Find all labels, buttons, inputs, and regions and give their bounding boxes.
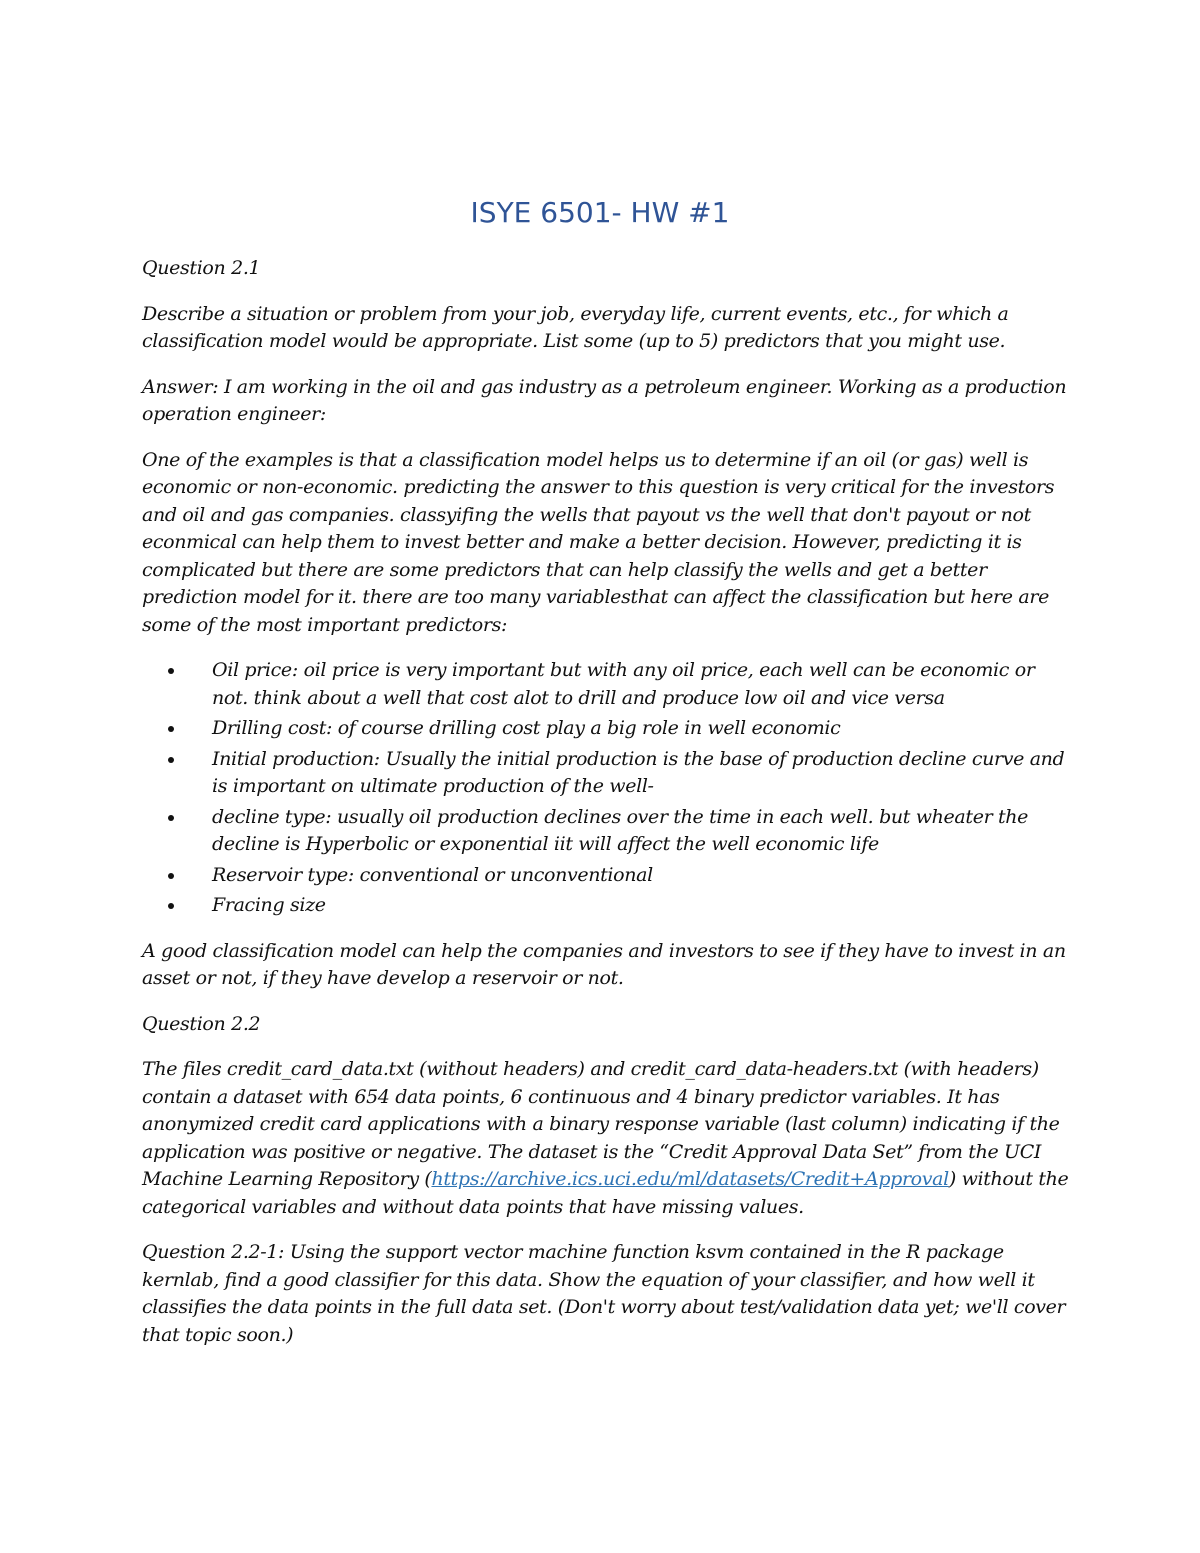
predictor-text: Drilling cost: of course drilling cost play a big role in well economic <box>212 717 841 739</box>
question-2-1-heading: Question 2.1 <box>142 257 261 279</box>
predictor-text: Initial production: Usually the initial production is the base of production decline curve and is important on ultimate production of the well- <box>212 747 1065 797</box>
list-item <box>142 892 1072 920</box>
predictor-text: decline type: usually oil production declines over the time in each well. but wheater the decline is Hyperbolic or exponential iit will affect the well economic life <box>212 805 1029 855</box>
bullet-icon <box>168 757 174 763</box>
bullet-icon <box>168 726 174 732</box>
uci-dataset-link[interactable]: https://archive.ics.uci.edu/ml/datasets/Credit+Approval <box>431 1168 949 1190</box>
document-title: ISYE 6501- HW #1 <box>470 196 730 229</box>
question-2-1-prompt: Describe a situation or problem from your job, everyday life, current events, etc., for which a classification model would be appropriate. List some (up to 5) predictors that you might use. <box>142 302 1009 352</box>
document-body <box>142 255 1072 1367</box>
predictor-list <box>142 657 1072 920</box>
bullet-icon <box>168 815 174 821</box>
list-item <box>142 746 1072 801</box>
question-2-2-heading: Question 2.2 <box>142 1012 261 1035</box>
answer-intro: Answer: I am working in the oil and gas industry as a petroleum engineer. Working as a production operation engineer: <box>142 375 1067 425</box>
question-2-2-description <box>142 1056 1072 1221</box>
list-item <box>142 715 1072 743</box>
answer-body: One of the examples is that a classification model helps us to determine if an oil (or gas) well is economic or non-economic. predicting the answer to this question is very critical for the investors and oil and gas companies. classyifing the wells that payout vs the well that don't payout or not econmical can help them to invest better and make a better decision. However, predicting it is complicated but there are some predictors that can help classify the wells and get a better prediction model for it. there are too many variablesthat can affect the classification but here are some of the most important predictors: <box>142 448 1055 636</box>
answer-conclusion: A good classification model can help the companies and investors to see if they have to invest in an asset or not, if they have develop a reservoir or not. <box>142 939 1066 989</box>
bullet-icon <box>168 668 174 674</box>
predictor-text: Fracing size <box>212 894 326 916</box>
description-part-2: ) without the categorical variables and without data points that have missing values. <box>142 1168 1069 1218</box>
description-part-1: The files credit_card_data.txt (without headers) and credit_card_data-headers.txt (with headers) contain a dataset with 654 data points, 6 continuous and 4 binary predictor variables. It has anonymized credit card applications with a binary response variable (last column) indicating if the application was positive or negative. The dataset is the “Credit Approval Data Set” from the UCI Machine Learning Repository ( <box>142 1058 1060 1190</box>
list-item <box>142 657 1072 712</box>
bullet-icon <box>168 903 174 909</box>
list-item <box>142 804 1072 859</box>
predictor-text: Reservoir type: conventional or unconventional <box>212 863 653 886</box>
list-item <box>142 862 1072 890</box>
bullet-icon <box>168 873 174 879</box>
predictor-text: Oil price: oil price is very important but with any oil price, each well can be economic or not. think about a well that cost alot to drill and produce low oil and vice versa <box>212 659 1035 709</box>
question-2-2-1-prompt: Question 2.2-1: Using the support vector machine function ksvm contained in the R package kernlab, find a good classifier for this data. Show the equation of your classifier, and how well it classifies the data points in the full data set. (Don't worry about test/validation data yet; we'll cover that topic soon.) <box>142 1241 1066 1346</box>
